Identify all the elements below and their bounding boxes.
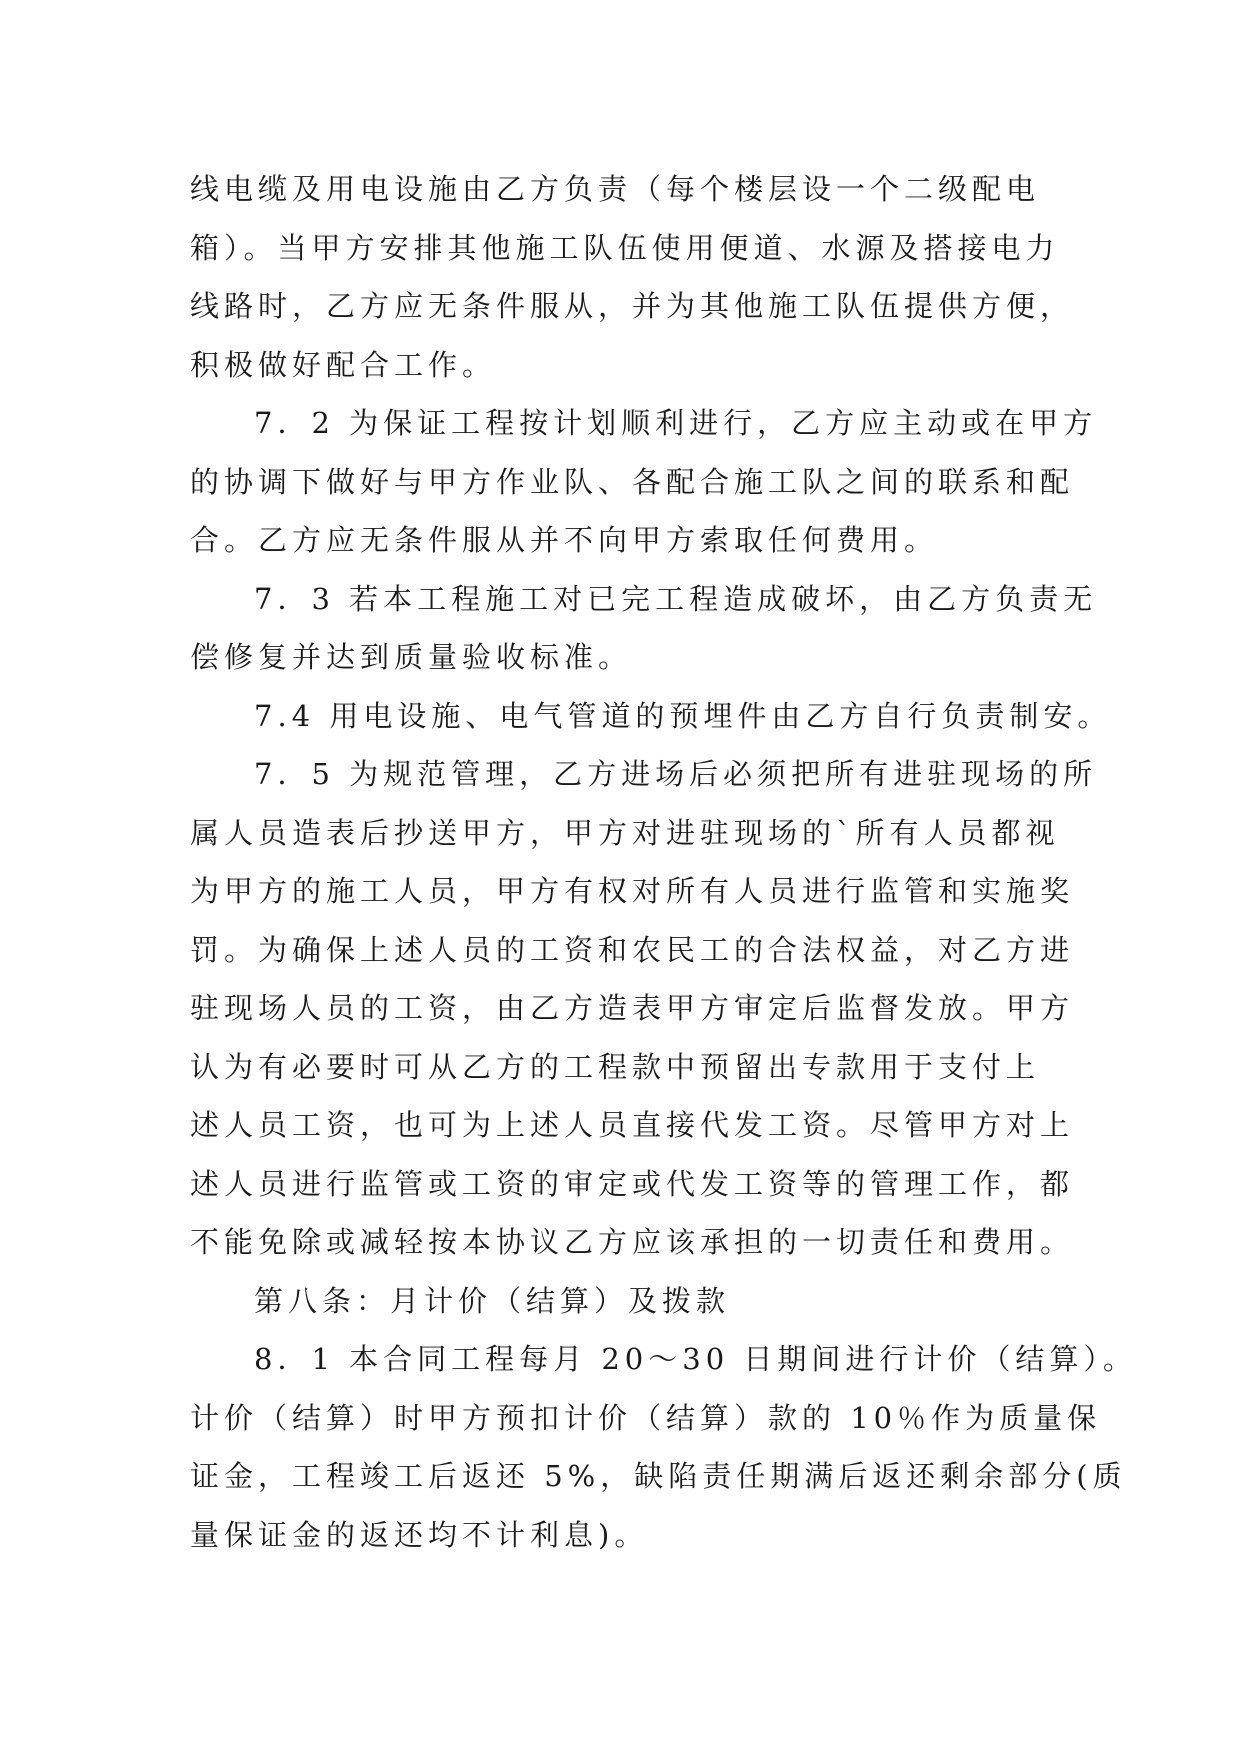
- text-line: 计价（结算）时甲方预扣计价（结算）款的 10％作为质量保: [190, 1400, 1102, 1435]
- text-line: 证金，工程竣工后返还 5%，缺陷责任期满后返还剩余部分(质: [190, 1459, 1127, 1493]
- text-line: 7．5 为规范管理，乙方进场后必须把所有进驻现场的所: [254, 757, 1098, 791]
- text-line: 7.4 用电设施、电气管道的预埋件由乙方自行负责制安。: [254, 698, 1112, 733]
- text-line: 7．2 为保证工程按计划顺利进行，乙方应主动或在甲方: [254, 406, 1098, 440]
- text-line: 量保证金的返还均不计利息)。: [190, 1517, 649, 1552]
- text-line: 线路时，乙方应无条件服从，并为其他施工队伍提供方便，: [190, 289, 1075, 323]
- text-line: 罚。为确保上述人员的工资和农民工的合法权益，对乙方进: [190, 932, 1075, 967]
- text-line: 积极做好配合工作。: [190, 347, 497, 382]
- text-line: 驻现场人员的工资，由乙方造表甲方审定后监督发放。甲方: [190, 991, 1075, 1025]
- text-line: 述人员工资，也可为上述人员直接代发工资。尽管甲方对上: [190, 1108, 1075, 1142]
- text-line: 箱）。当甲方安排其他施工队伍使用便道、水源及搭接电力: [190, 230, 1060, 265]
- text-line: 7．3 若本工程施工对已完工程造成破坏，由乙方负责无: [254, 581, 1098, 616]
- text-line: 合。乙方应无条件服从并不向甲方索取任何费用。: [190, 523, 939, 557]
- text-line: 认为有必要时可从乙方的工程款中预留出专款用于支付上: [190, 1049, 1041, 1084]
- text-line: 属人员造表后抄送甲方，甲方对进驻现场的`所有人员都视: [190, 815, 1060, 850]
- text-line: 述人员进行监管或工资的审定或代发工资等的管理工作，都: [190, 1166, 1075, 1201]
- text-line: 的协调下做好与甲方作业队、各配合施工队之间的联系和配: [190, 464, 1075, 499]
- text-line: 第八条：月计价（结算）及拨款: [254, 1283, 731, 1318]
- text-line: 线电缆及用电设施由乙方负责（每个楼层设一个二级配电: [190, 172, 1041, 206]
- text-line: 偿修复并达到质量验收标准。: [190, 640, 633, 674]
- document-body: [190, 160, 1137, 1564]
- text-line: 为甲方的施工人员，甲方有权对所有人员进行监管和实施奖: [190, 874, 1075, 908]
- text-line: 不能免除或减轻按本协议乙方应该承担的一切责任和费用。: [190, 1225, 1075, 1259]
- text-line: 8．1 本合同工程每月 20～30 日期间进行计价（结算）。: [254, 1342, 1137, 1376]
